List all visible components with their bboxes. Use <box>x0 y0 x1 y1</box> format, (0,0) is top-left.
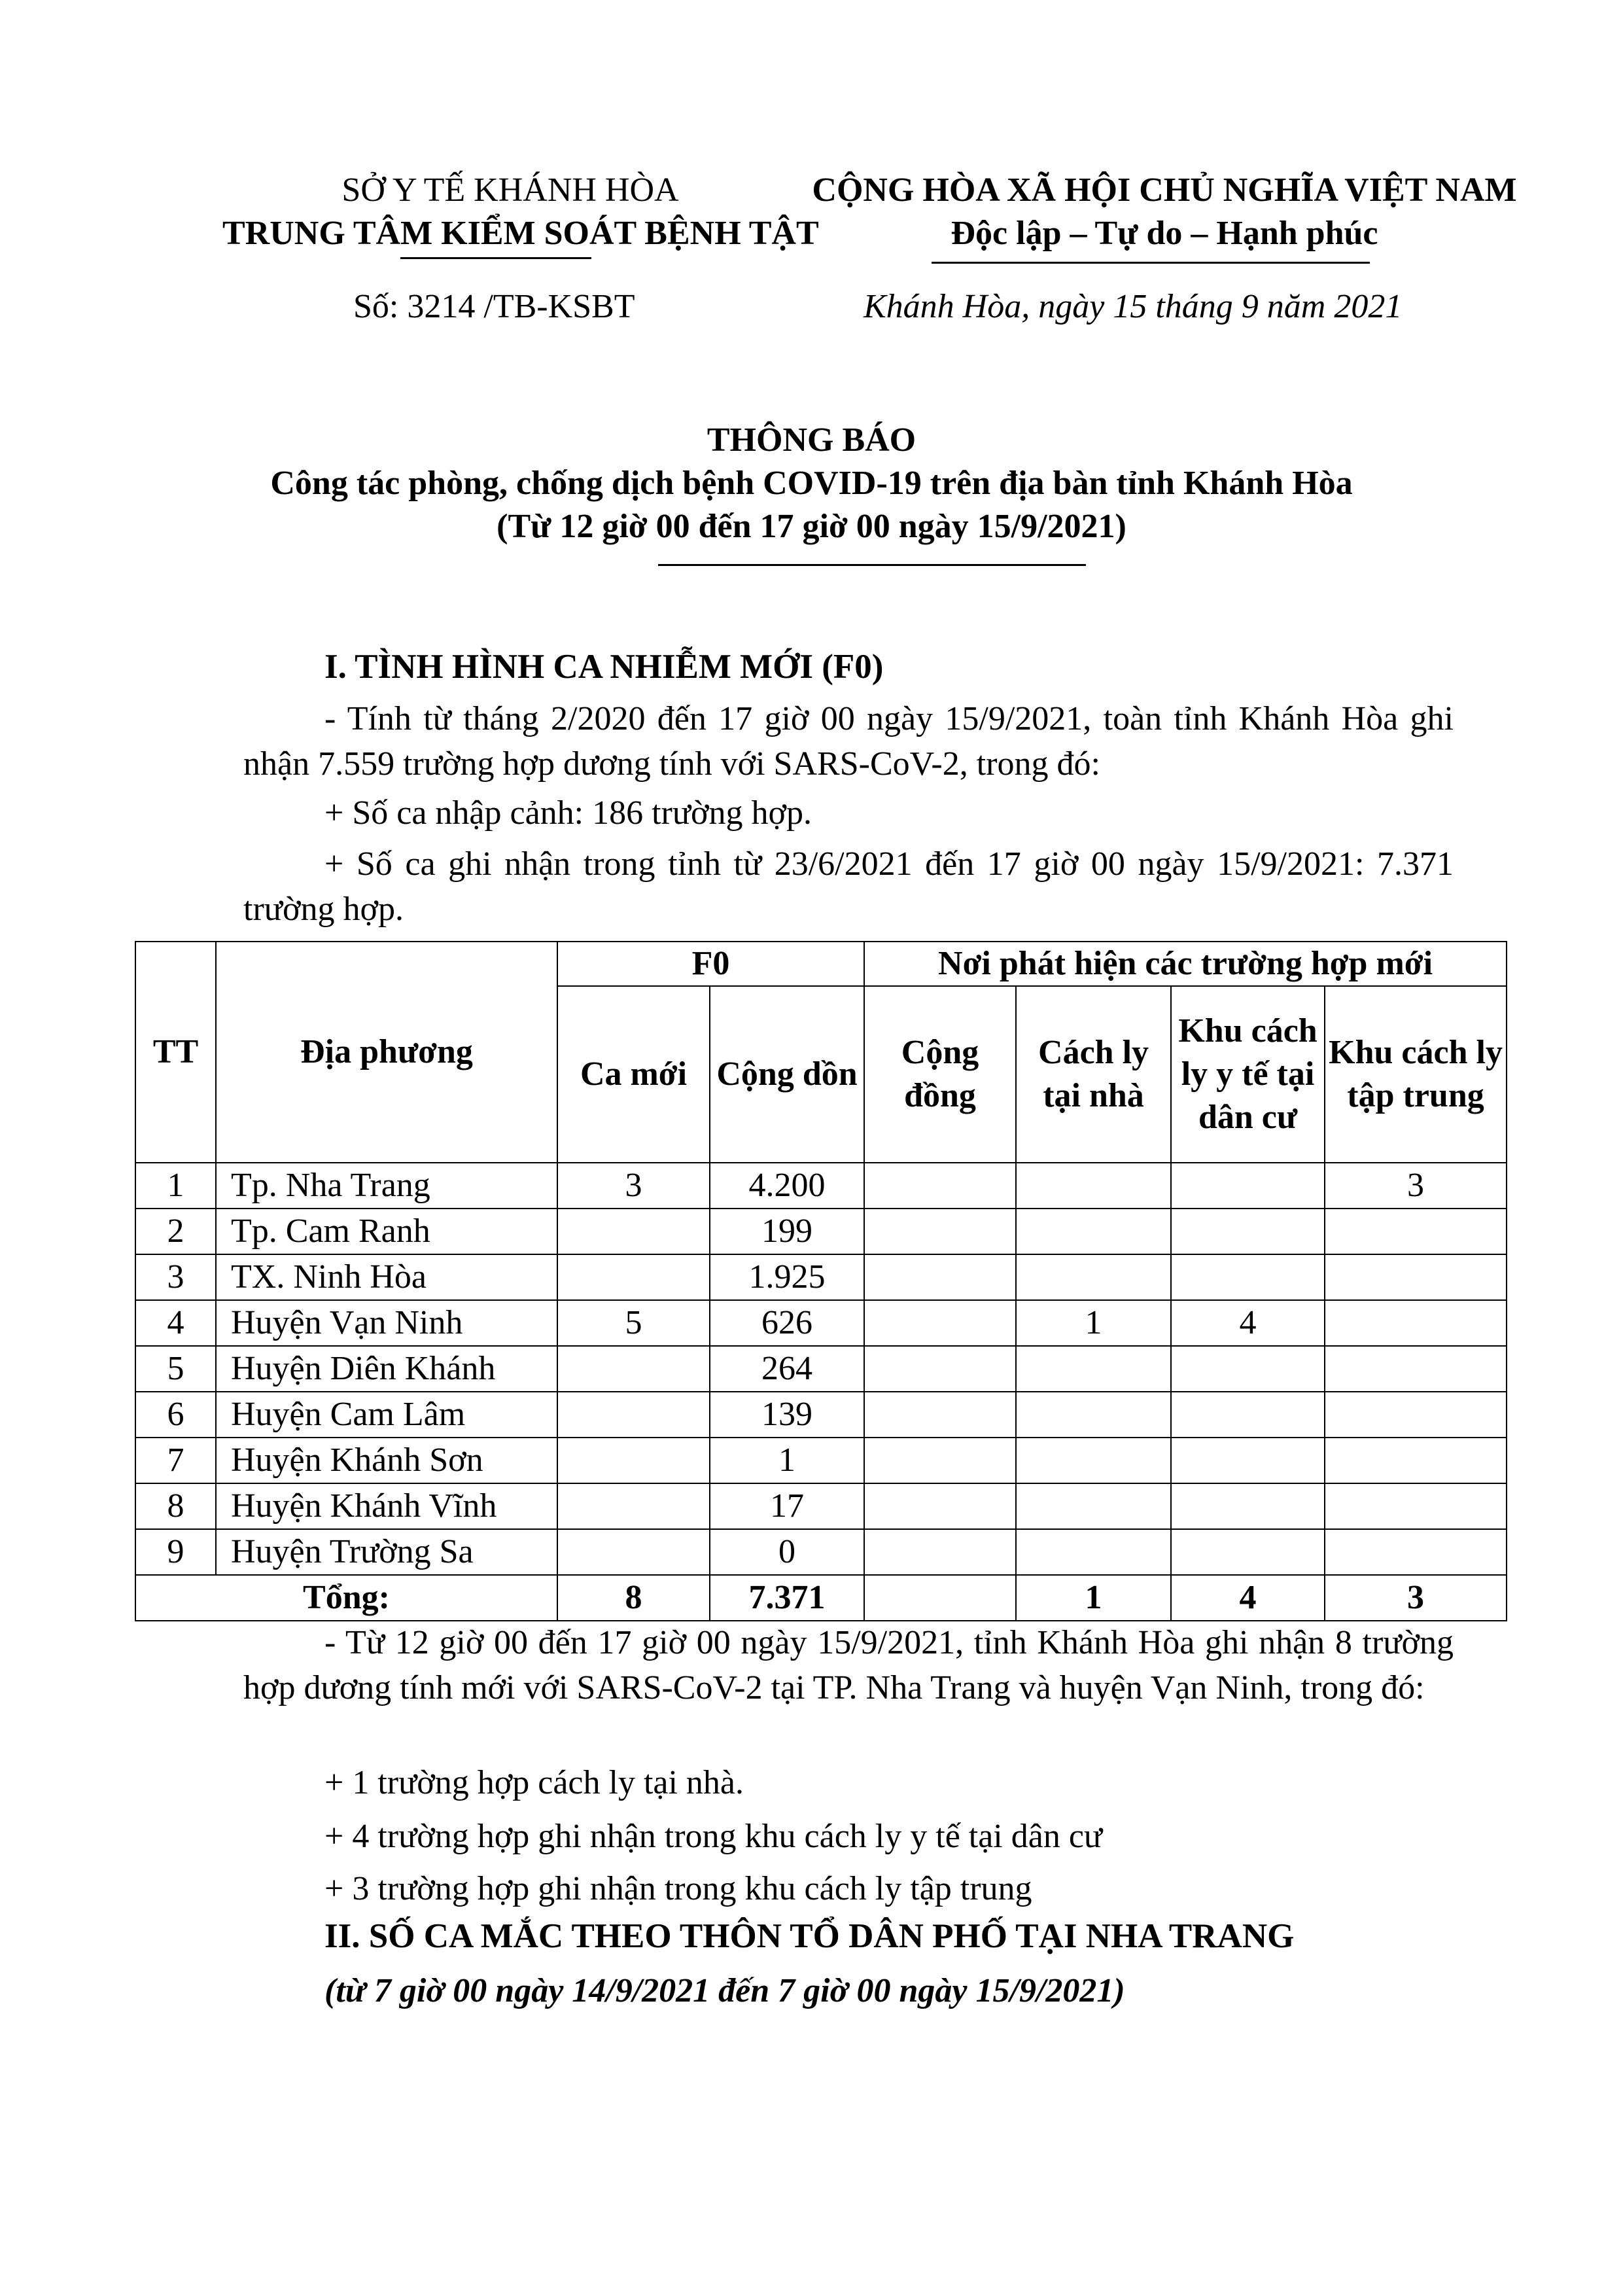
cell-cumulative: 0 <box>710 1529 864 1575</box>
title-underline <box>658 564 1086 566</box>
cell-tt: 2 <box>135 1209 216 1254</box>
cell-name: Huyện Vạn Ninh <box>216 1300 557 1346</box>
section-2-heading: II. SỐ CA MẮC THEO THÔN TỔ DÂN PHỐ TẠI NHA TRANG <box>324 1917 1295 1955</box>
cell-community <box>864 1346 1016 1392</box>
section-1-bullet-2: + Số ca ghi nhận trong tỉnh từ 23/6/2021 đến 17 giờ 00 ngày 15/9/2021: 7.371 trường hợp. <box>243 845 1454 928</box>
cell-new: 3 <box>557 1163 710 1209</box>
cell-cumulative: 626 <box>710 1300 864 1346</box>
nation-motto: Độc lập – Tự do – Hạnh phúc <box>951 215 1378 252</box>
cell-new <box>557 1346 710 1392</box>
cell-centralized <box>1325 1254 1507 1300</box>
cell-cumulative: 1.925 <box>710 1254 864 1300</box>
cell-name: Tp. Nha Trang <box>216 1163 557 1209</box>
cell-residential: 4 <box>1171 1300 1325 1346</box>
cell-home <box>1016 1392 1171 1438</box>
cell-new <box>557 1209 710 1254</box>
cell-tt: 8 <box>135 1483 216 1529</box>
cell-new <box>557 1529 710 1575</box>
summary-bullet-2: + 4 trường hợp ghi nhận trong khu cách ly y tế tại dân cư <box>324 1818 1103 1855</box>
table-row <box>135 1483 1507 1529</box>
table-row <box>135 1254 1507 1300</box>
cell-residential <box>1171 1438 1325 1483</box>
table-row <box>135 1529 1507 1575</box>
cell-new: 5 <box>557 1300 710 1346</box>
section-1-heading: I. TÌNH HÌNH CA NHIỄM MỚI (F0) <box>324 648 884 686</box>
cell-residential <box>1171 1529 1325 1575</box>
total-cumulative: 7.371 <box>710 1575 864 1621</box>
section-1-bullet-1: + Số ca nhập cảnh: 186 trường hợp. <box>324 794 812 832</box>
cell-community <box>864 1163 1016 1209</box>
cell-tt: 9 <box>135 1529 216 1575</box>
agency-parent: SỞ Y TẾ KHÁNH HÒA <box>341 171 679 209</box>
cell-community <box>864 1300 1016 1346</box>
cell-centralized <box>1325 1346 1507 1392</box>
header-community: Cộng đồng <box>864 986 1016 1163</box>
table-row <box>135 1438 1507 1483</box>
cell-home <box>1016 1209 1171 1254</box>
document-title <box>0 419 1623 548</box>
total-residential: 4 <box>1171 1575 1325 1621</box>
cell-centralized <box>1325 1438 1507 1483</box>
total-label: Tổng: <box>135 1575 557 1621</box>
cell-name: TX. Ninh Hòa <box>216 1254 557 1300</box>
title-line-2: Công tác phòng, chống dịch bệnh COVID-19 trên địa bàn tỉnh Khánh Hòa <box>270 465 1353 502</box>
agency-name: TRUNG TÂM KIỂM SOÁT BỆNH TẬT <box>222 215 819 252</box>
cell-centralized <box>1325 1209 1507 1254</box>
agency-underline <box>400 257 591 259</box>
table-row <box>135 1300 1507 1346</box>
cell-new <box>557 1392 710 1438</box>
cell-cumulative: 139 <box>710 1392 864 1438</box>
nation-name: CỘNG HÒA XÃ HỘI CHỦ NGHĨA VIỆT NAM <box>812 171 1517 209</box>
header-group-f0: F0 <box>557 942 864 986</box>
doc-number-value: 3214 <box>407 288 476 325</box>
cell-tt: 6 <box>135 1392 216 1438</box>
cell-home <box>1016 1163 1171 1209</box>
header-locality: Địa phương <box>216 942 557 1163</box>
cell-name: Huyện Trường Sa <box>216 1529 557 1575</box>
cell-name: Huyện Diên Khánh <box>216 1346 557 1392</box>
doc-number-suffix: /TB-KSBT <box>483 288 635 325</box>
cell-cumulative: 264 <box>710 1346 864 1392</box>
doc-number-prefix: Số: <box>353 288 399 325</box>
total-new: 8 <box>557 1575 710 1621</box>
title-line-3: (Từ 12 giờ 00 đến 17 giờ 00 ngày 15/9/2021) <box>497 508 1126 545</box>
cell-name: Huyện Khánh Sơn <box>216 1438 557 1483</box>
cell-cumulative: 199 <box>710 1209 864 1254</box>
motto-underline <box>932 262 1370 264</box>
cell-community <box>864 1483 1016 1529</box>
table-total-row <box>135 1575 1507 1621</box>
cell-centralized <box>1325 1529 1507 1575</box>
nation-block <box>811 169 1518 255</box>
doc-number <box>353 287 635 327</box>
cell-name: Tp. Cam Ranh <box>216 1209 557 1254</box>
section-2-subheading: (từ 7 giờ 00 ngày 14/9/2021 đến 7 giờ 00 ngày 15/9/2021) <box>324 1972 1125 2009</box>
header-cumulative: Cộng dồn <box>710 986 864 1163</box>
cell-community <box>864 1438 1016 1483</box>
section-1-para: - Tính từ tháng 2/2020 đến 17 giờ 00 ngày 15/9/2021, toàn tỉnh Khánh Hòa ghi nhận 7.559 trường hợp dương tính với SARS-CoV-2, trong đó: <box>243 700 1454 783</box>
cell-home <box>1016 1483 1171 1529</box>
summary-bullet-1: + 1 trường hợp cách ly tại nhà. <box>324 1764 744 1801</box>
table-header-row-1 <box>135 942 1507 986</box>
total-centralized: 3 <box>1325 1575 1507 1621</box>
cell-residential <box>1171 1163 1325 1209</box>
agency-block <box>222 169 819 255</box>
table-body <box>135 1163 1507 1621</box>
cell-residential <box>1171 1392 1325 1438</box>
cell-cumulative: 1 <box>710 1438 864 1483</box>
cell-home <box>1016 1438 1171 1483</box>
cell-community <box>864 1209 1016 1254</box>
cell-name: Huyện Cam Lâm <box>216 1392 557 1438</box>
header-tt: TT <box>135 942 216 1163</box>
header-group-places: Nơi phát hiện các trường hợp mới <box>864 942 1507 986</box>
summary-bullet-3: + 3 trường hợp ghi nhận trong khu cách ly tập trung <box>324 1870 1032 1907</box>
cell-centralized <box>1325 1392 1507 1438</box>
table-row <box>135 1392 1507 1438</box>
cell-cumulative: 17 <box>710 1483 864 1529</box>
cell-residential <box>1171 1483 1325 1529</box>
cell-cumulative: 4.200 <box>710 1163 864 1209</box>
cell-tt: 7 <box>135 1438 216 1483</box>
cell-tt: 4 <box>135 1300 216 1346</box>
total-community <box>864 1575 1016 1621</box>
header-home-isolation: Cách ly tại nhà <box>1016 986 1171 1163</box>
cell-tt: 5 <box>135 1346 216 1392</box>
table-row <box>135 1346 1507 1392</box>
place-date: Khánh Hòa, ngày 15 tháng 9 năm 2021 <box>864 288 1403 325</box>
cell-residential <box>1171 1254 1325 1300</box>
cell-centralized <box>1325 1300 1507 1346</box>
cell-new <box>557 1254 710 1300</box>
header-new: Ca mới <box>557 986 710 1163</box>
cell-community <box>864 1392 1016 1438</box>
table-row <box>135 1209 1507 1254</box>
cases-table <box>135 941 1507 1621</box>
total-home: 1 <box>1016 1575 1171 1621</box>
cell-residential <box>1171 1209 1325 1254</box>
header-residential-isolation: Khu cách ly y tế tại dân cư <box>1171 986 1325 1163</box>
cell-tt: 1 <box>135 1163 216 1209</box>
cell-name: Huyện Khánh Vĩnh <box>216 1483 557 1529</box>
cell-new <box>557 1483 710 1529</box>
title-line-1: THÔNG BÁO <box>707 421 916 459</box>
table-row <box>135 1163 1507 1209</box>
cell-home <box>1016 1346 1171 1392</box>
cell-new <box>557 1438 710 1483</box>
cell-home <box>1016 1254 1171 1300</box>
cell-home: 1 <box>1016 1300 1171 1346</box>
header-centralized-isolation: Khu cách ly tập trung <box>1325 986 1507 1163</box>
cell-residential <box>1171 1346 1325 1392</box>
cell-centralized <box>1325 1483 1507 1529</box>
summary-para: - Từ 12 giờ 00 đến 17 giờ 00 ngày 15/9/2021, tỉnh Khánh Hòa ghi nhận 8 trường hợp dương tính mới với SARS-CoV-2 tại TP. Nha Trang và huyện Vạn Ninh, trong đó: <box>243 1624 1454 1706</box>
cell-home <box>1016 1529 1171 1575</box>
cell-centralized: 3 <box>1325 1163 1507 1209</box>
cell-tt: 3 <box>135 1254 216 1300</box>
cell-community <box>864 1254 1016 1300</box>
cell-community <box>864 1529 1016 1575</box>
